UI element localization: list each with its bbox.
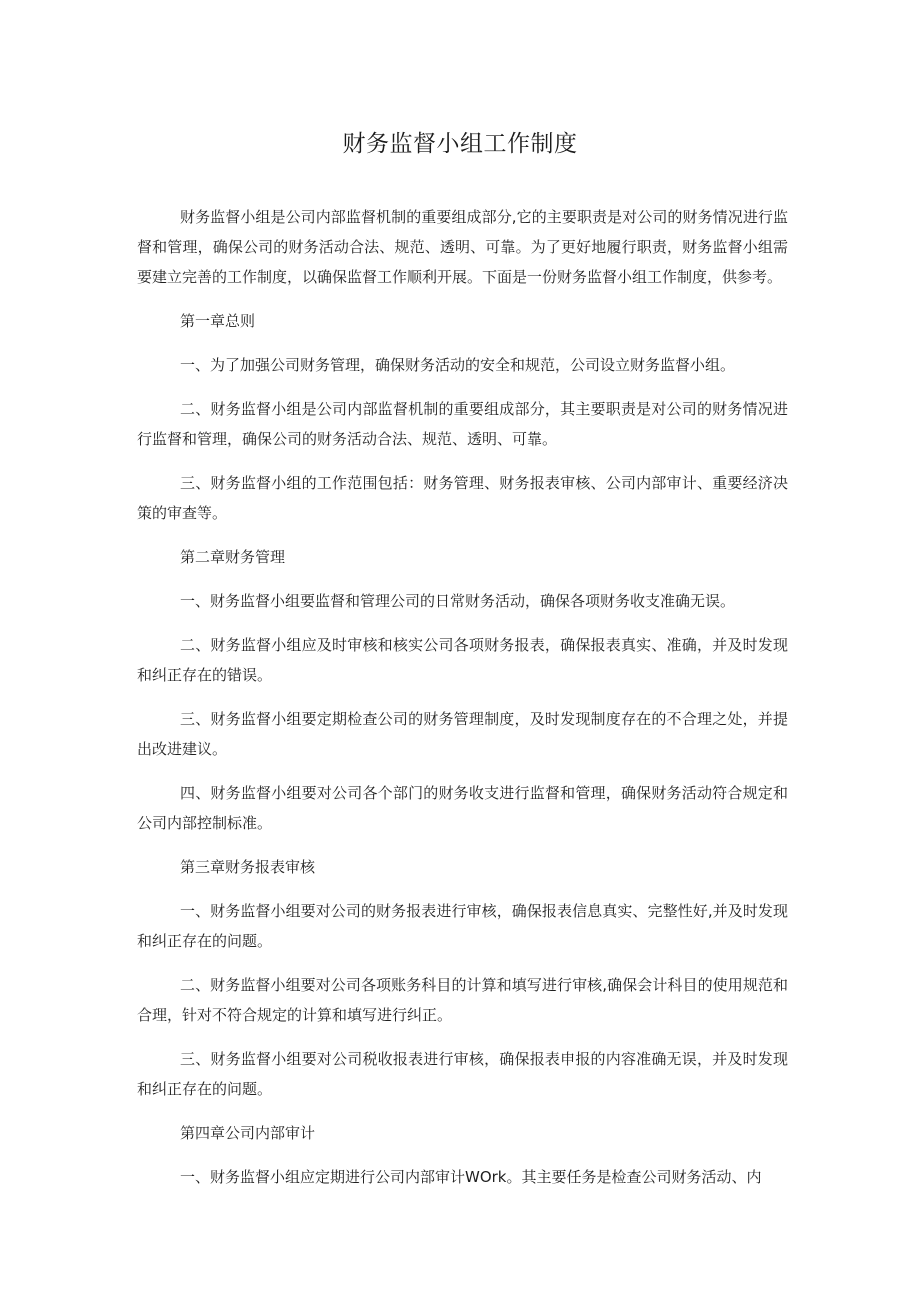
article-paragraph: 二、财务监督小组应及时审核和核实公司各项财务报表，确保报表真实、准确，并及时发现和纠正存在的错误。 xyxy=(137,636,788,684)
article-paragraph: 二、财务监督小组是公司内部监督机制的重要组成部分，其主要职责是对公司的财务情况进行监督和管理，确保公司的财务活动合法、规范、透明、可靠。 xyxy=(137,400,788,448)
document-title: 财务监督小组工作制度 xyxy=(342,131,578,157)
article-paragraph: 二、财务监督小组要对公司各项账务科目的计算和填写进行审核,确保会计科目的使用规范和合理，针对不符合规定的计算和填写进行纠正。 xyxy=(137,976,788,1024)
article-paragraph: 一、为了加强公司财务管理，确保财务活动的安全和规范，公司设立财务监督小组。 xyxy=(180,356,736,374)
article-paragraph: 一、财务监督小组要对公司的财务报表进行审核，确保报表信息真实、完整性好,并及时发现和纠正存在的问题。 xyxy=(137,902,788,950)
article-paragraph: 三、财务监督小组要定期检查公司的财务管理制度，及时发现制度存在的不合理之处，并提出改进建议。 xyxy=(137,710,788,758)
article-paragraph: 三、财务监督小组的工作范围包括：财务管理、财务报表审核、公司内部审计、重要经济决策的审查等。 xyxy=(137,474,788,522)
article-paragraph: 四、财务监督小组要对公司各个部门的财务收支进行监督和管理，确保财务活动符合规定和公司内部控制标准。 xyxy=(137,784,788,832)
article-paragraph: 一、财务监督小组要监督和管理公司的日常财务活动，确保各项财务收支准确无误。 xyxy=(180,592,736,610)
chapter-heading: 第一章总则 xyxy=(180,312,256,330)
document-body xyxy=(137,202,788,1206)
article-paragraph: 三、财务监督小组要对公司税收报表进行审核，确保报表申报的内容准确无误，并及时发现和纠正存在的问题。 xyxy=(137,1050,788,1098)
intro-paragraph: 财务监督小组是公司内部监督机制的重要组成部分,它的主要职责是对公司的财务情况进行监督和管理，确保公司的财务活动合法、规范、透明、可靠。为了更好地履行职责，财务监督小组需要建立完善的工作制度，以确保监督工作顺利开展。下面是一份财务监督小组工作制度，供参考。 xyxy=(137,208,788,286)
chapter-heading: 第四章公司内部审计 xyxy=(180,1124,316,1142)
article-paragraph: 一、财务监督小组应定期进行公司内部审计WOrk。其主要任务是检查公司财务活动、内 xyxy=(180,1168,762,1186)
chapter-heading: 第三章财务报表审核 xyxy=(180,858,316,876)
chapter-heading: 第二章财务管理 xyxy=(180,548,286,566)
